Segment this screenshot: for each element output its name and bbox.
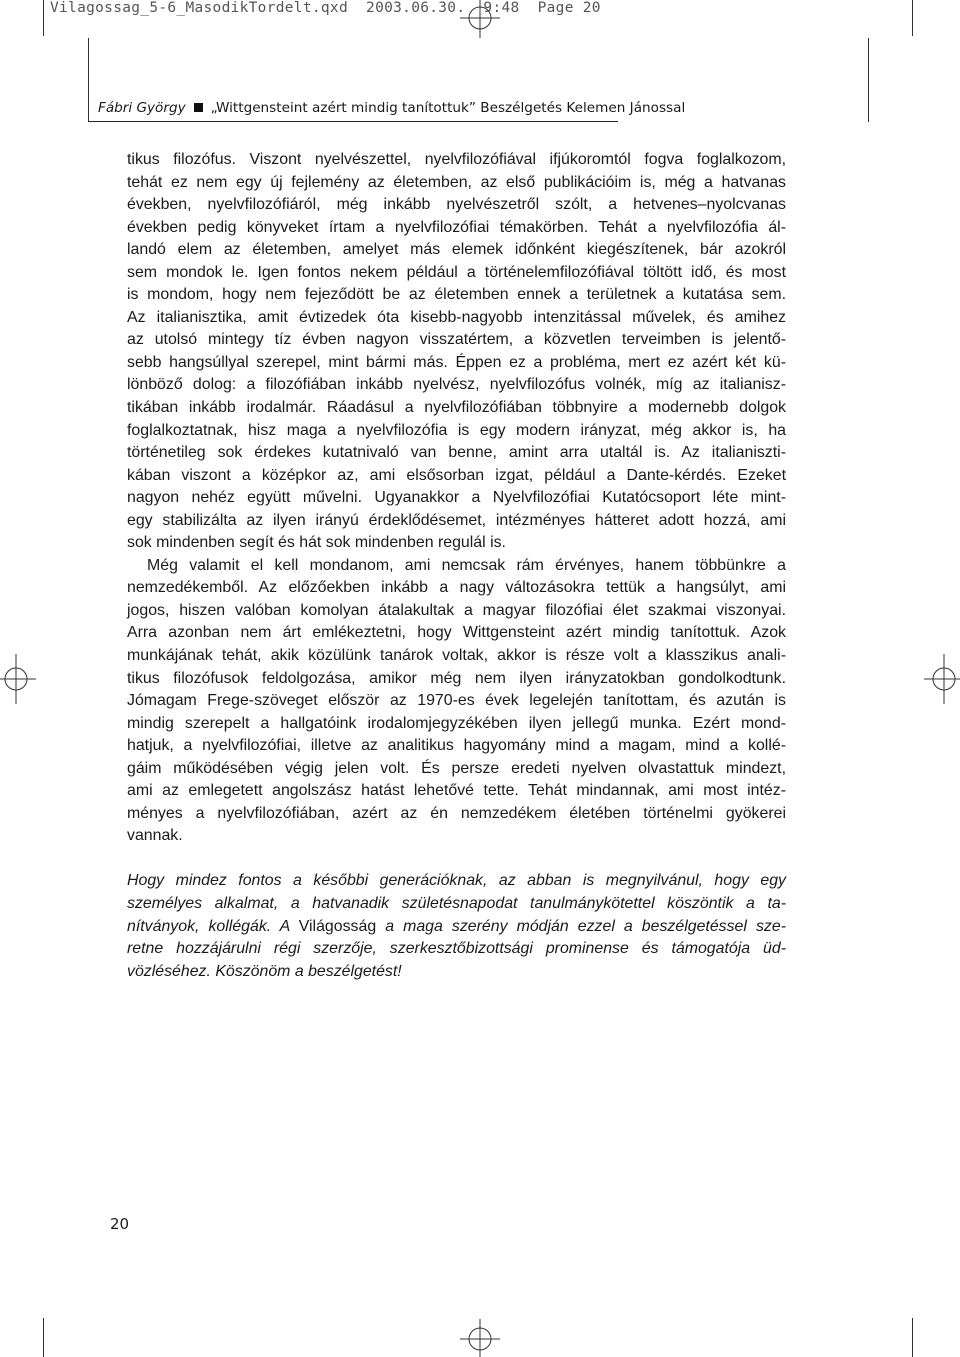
text-line: Jómagam Frege-szöveget először az 1970-es évek legelején tanítottam, és azután is <box>127 692 786 710</box>
journal-name: Világosság <box>298 917 377 935</box>
text-line: tikában inkább irodalmár. Ráadásul a nyelvfilozófiában többnyire a modernebb dolgok <box>127 399 786 417</box>
text-line: mindig szerepelt a hallgatóink irodalomjegyzékében ilyen jellegű munka. Ezért mond- <box>127 714 786 732</box>
text-line: ményes a nyelvfilozófiában, azért az én nemzedékem életében történelmi gyökerei <box>127 804 786 822</box>
text-line: foglalkoztatnak, hisz maga a nyelvfilozófia is egy modern irányzat, még akkor is, ha <box>127 421 786 439</box>
running-head <box>98 100 686 116</box>
crop-mark <box>912 1318 913 1357</box>
crop-mark <box>43 0 44 36</box>
text-line: Hogy mindez fontos a későbbi generációknak, az abban is megnyilvánul, hogy egy <box>127 872 786 890</box>
slug-line: Vilagossag_5-6_MasodikTordelt.qxd 2003.06.30. 9:48 Page 20 <box>50 0 601 16</box>
text-line: retne hozzájárulni régi szerzője, szerkesztőbizottsági prominense és támogatója üd- <box>127 940 786 958</box>
text-line: Arra azonban nem árt emlékeztetni, hogy Wittgensteint azért mindig tanítottuk. Azok <box>127 624 786 642</box>
page-number: 20 <box>110 1215 130 1233</box>
crop-mark <box>43 1318 44 1357</box>
closing-question <box>127 870 786 983</box>
registration-mark-icon <box>456 0 504 40</box>
closing-text: a maga szerény módján ezzel a beszélgetéssel sze- <box>376 917 786 935</box>
crop-mark <box>912 0 913 36</box>
text-line: nagyon nehéz együtt művelni. Ugyanakkor a Nyelvfilozófiai Kutatócsoport léte mint- <box>127 489 786 507</box>
text-line: történetileg sok érdekes kutatnivaló van benne, amint arra utaltál is. Az italianiszti- <box>127 444 786 462</box>
text-line: Még valamit el kell mondanom, ami nemcsak rám érvényes, hanem többünkre a <box>147 556 786 574</box>
running-head-author: Fábri György <box>98 100 186 116</box>
text-line: kában viszont a középkor az, ami elsősorban izgat, például a Dante-kérdés. Ezeket <box>127 466 786 484</box>
text-line: személyes alkalmat, a hatvanadik születésnapodat tanulmánykötettel köszöntik a ta- <box>127 895 786 912</box>
square-bullet-icon <box>194 103 203 112</box>
text-line: is mondom, hogy nem fejeződött be az életemben ennek a területnek a kutatása sem. <box>127 286 786 304</box>
text-line: Az italianisztika, amit évtizedek óta kisebb-nagyobb intenzitással művelek, és amihez <box>127 308 786 326</box>
closing-text: nítványok, kollégák. A <box>127 917 299 935</box>
text-line <box>127 916 786 939</box>
text-line: jogos, hiszen valóban komolyan átalakultak a magyar filozófiai élet szakmai viszonyai. <box>127 601 786 619</box>
text-line: sebb hangsúllyal szerepel, mint bármi más. Éppen ez a probléma, mert ez azért két kü- <box>127 353 786 371</box>
text-line: sem mondok le. Igen fontos nekem például a történelemfilozófiával töltött idő, és most <box>127 263 786 281</box>
text-line: gáim működésében végig jelen volt. És persze eredeti nyelven olvastattuk mindezt, <box>127 759 786 777</box>
text-line: landó elem az életemben, amelyet más elemek időnként kiegészítenek, bár azokról <box>127 241 786 259</box>
text-line: lönböző dolog: a filozófiában inkább nyelvész, nyelvfilozófus volnék, míg az italianisz- <box>127 376 786 394</box>
text-line: egy stabilizálta az ilyen irányú érdeklődésemet, intézményes hátteret adott hozzá, ami <box>127 511 786 529</box>
header-rule <box>88 121 618 122</box>
registration-mark-icon <box>456 1316 504 1357</box>
text-line: tikus filozófus. Viszont nyelvészettel, nyelvfilozófiával ifjúkoromtól fogva foglalkozom, <box>127 151 786 168</box>
paragraph <box>127 555 786 848</box>
text-line: nemzedékemből. Az előzőekben inkább a nagy változásokra tettük a hangsúlyt, ami <box>127 579 786 597</box>
paragraph-gap <box>127 848 786 871</box>
crop-mark <box>868 38 869 122</box>
text-line: vözléséhez. Köszönöm a beszélgetést! <box>127 962 402 980</box>
text-line: években, nyelvfilozófiáról, még inkább nyelvészetről szólt, a hetvenes–nyolcvanas <box>127 196 786 214</box>
text-line: ami az emlegetett angolszász hatást lehetővé tette. Tehát mindannak, ami most intéz- <box>127 782 786 800</box>
running-head-title: „Wittgensteint azért mindig tanítottuk” Beszélgetés Kelemen Jánossal <box>210 100 686 116</box>
text-line: tehát ez nem egy új fejlemény az életemben, az első publikációim is, még a hatvanas <box>127 173 786 191</box>
text-line: hatjuk, a nyelvfilozófiai, illetve az analitikus hagyomány mind a magam, mind a kollé- <box>127 737 786 755</box>
text-line: az utolsó mintegy tíz évben nagyon visszatértem, a közvetlen terveimben is jelentő- <box>127 331 786 349</box>
registration-mark-icon <box>920 652 960 706</box>
text-line: sok mindenben segít és hát sok mindenben regulál is. <box>127 534 506 552</box>
text-line: években pedig könyveket írtam a nyelvfilozófiai témakörben. Tehát a nyelvfilozófia ál- <box>127 218 786 236</box>
text-line: munkájának tehát, akik közülünk tanárok voltak, akkor is része volt a klasszikus anali- <box>127 647 786 665</box>
registration-mark-icon <box>0 652 40 706</box>
crop-mark <box>88 38 89 122</box>
text-line: tikus filozófusok feldolgozása, amikor még nem ilyen irányzatokban gondolkodtunk. <box>127 669 786 687</box>
text-line: vannak. <box>127 827 183 845</box>
paragraph <box>127 149 786 555</box>
article-body <box>127 149 786 983</box>
